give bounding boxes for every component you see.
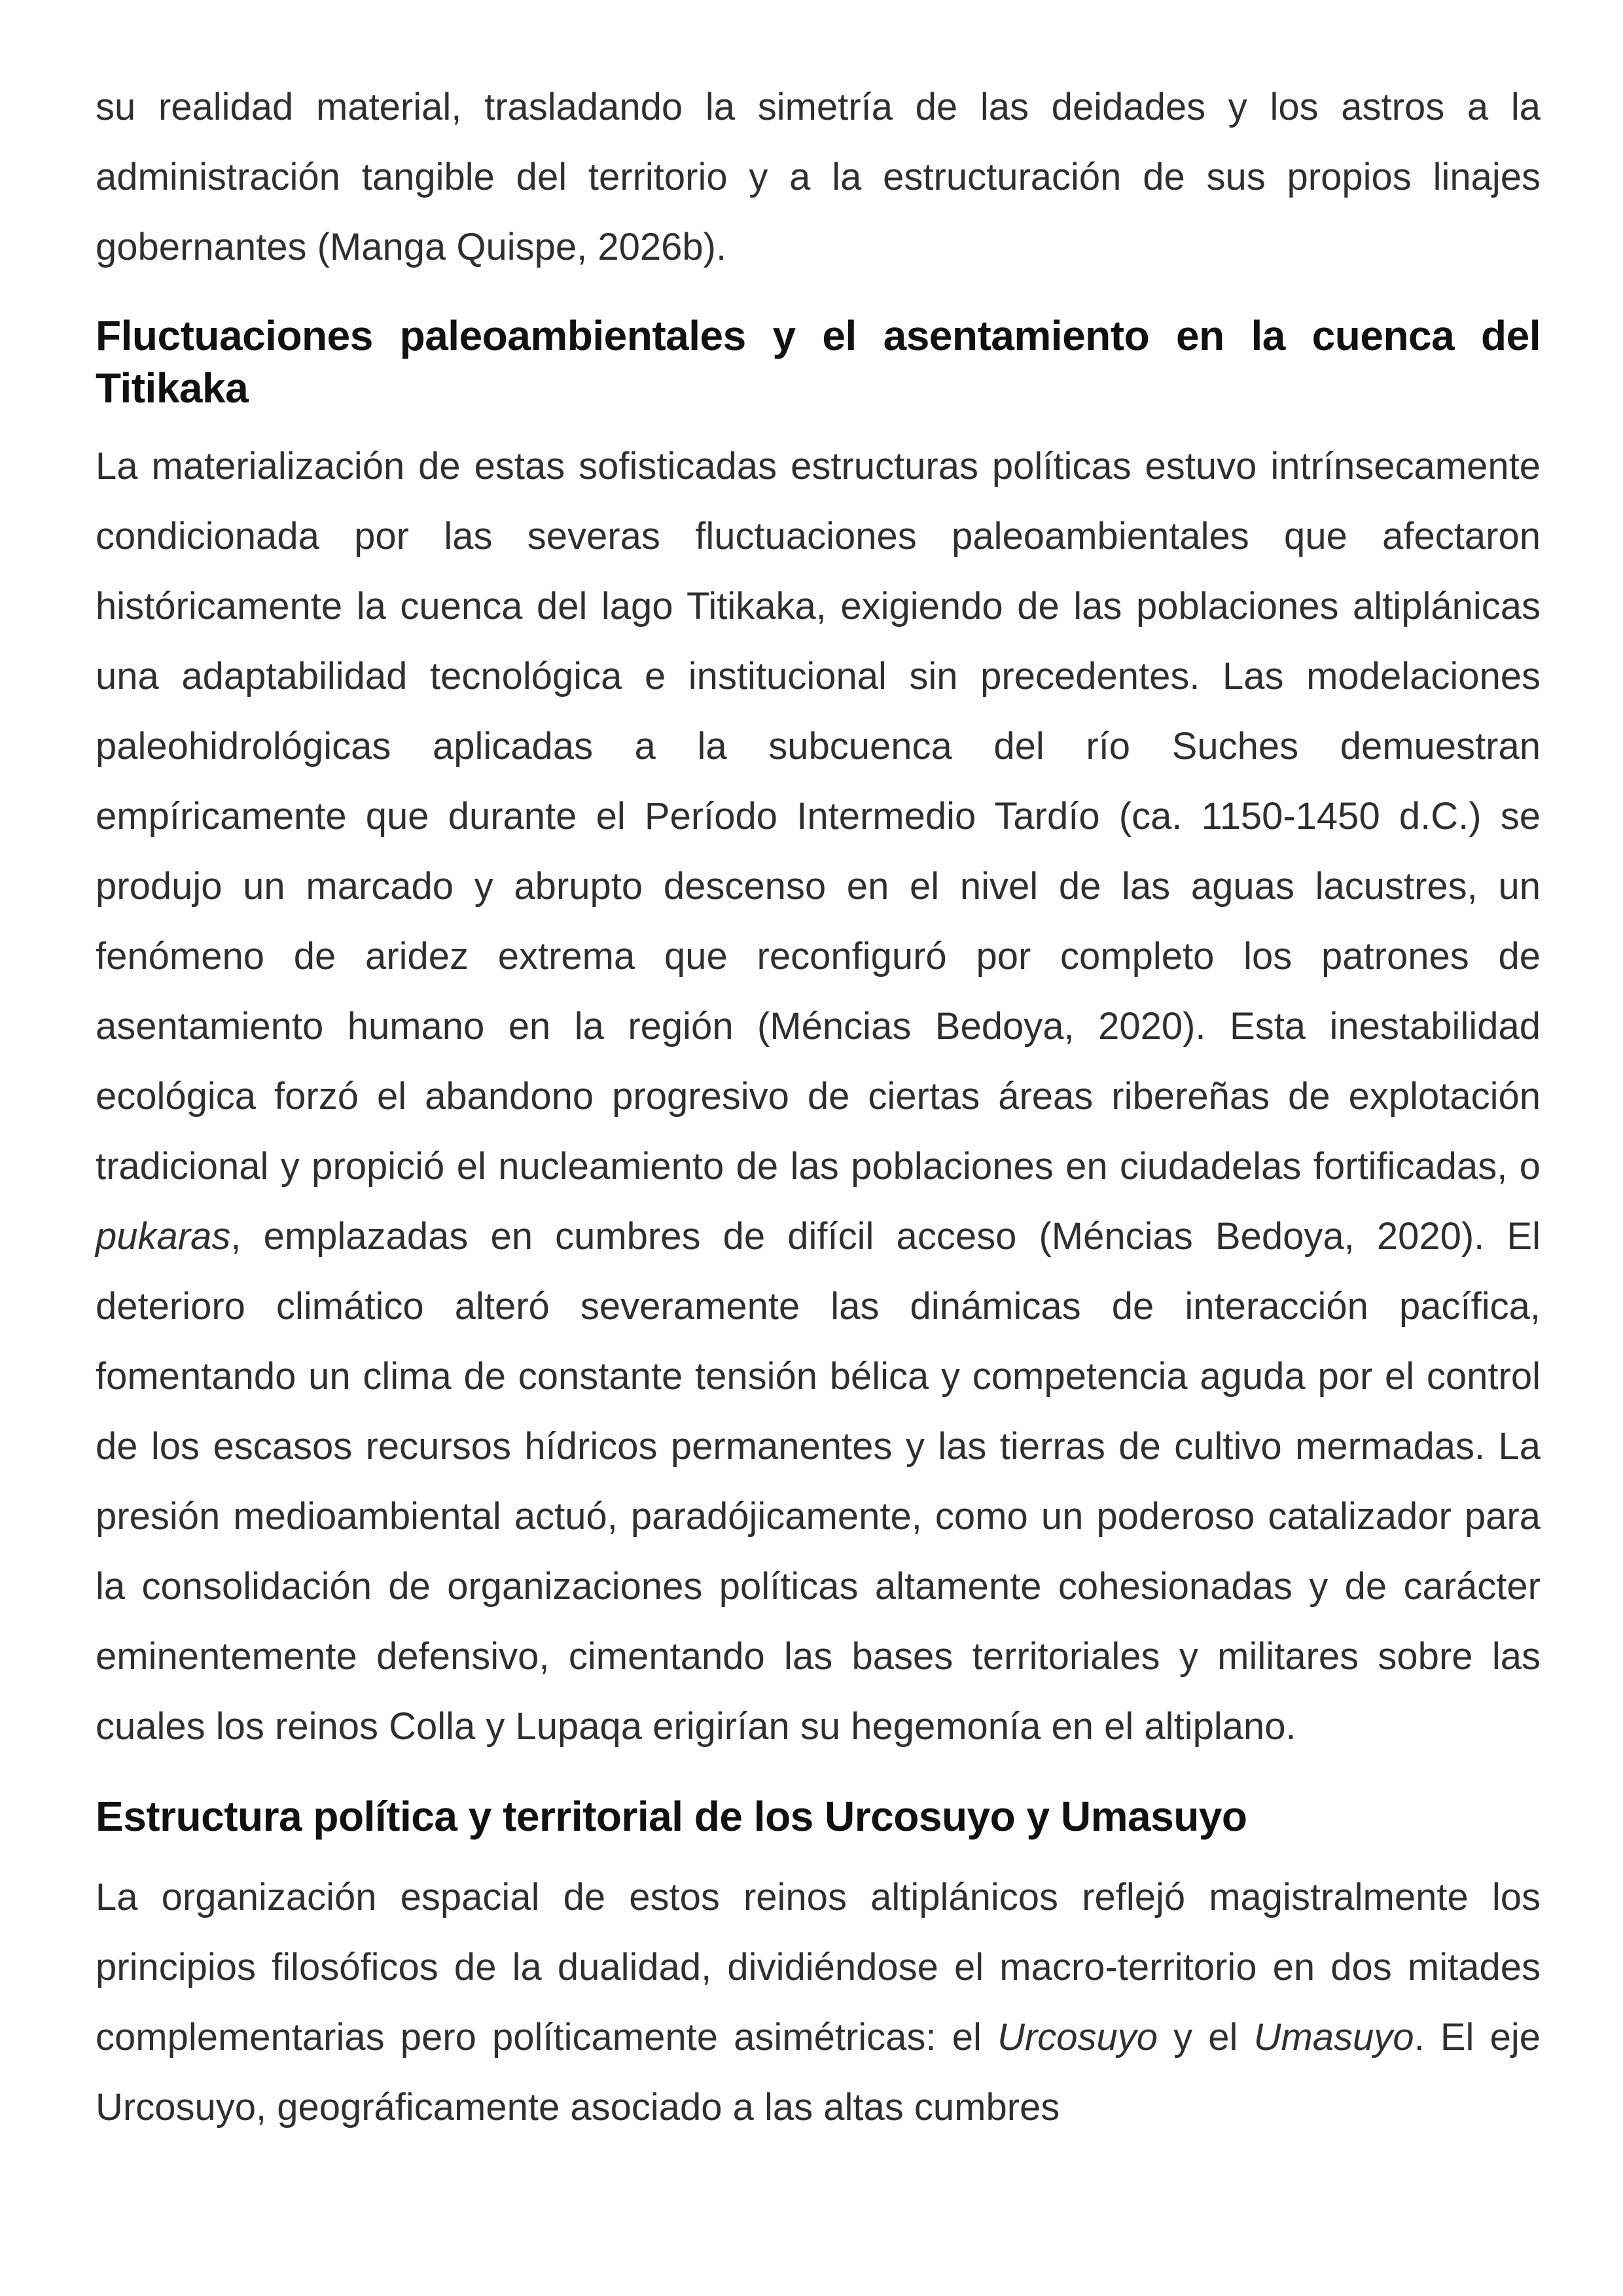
section-heading-paleoenvironment: Fluctuaciones paleoambientales y el asentamiento en la cuenca del Titikaka xyxy=(96,312,1541,412)
paragraph-political-structure xyxy=(96,1862,1541,2142)
italic-term-pukaras: pukaras xyxy=(96,1215,231,1258)
paragraph-text: La organización espacial de estos reinos altiplánicos reflejó magistralmente los principios filosóficos de la dualidad, dividiéndose el macro-territorio en dos mitades complementarias pero políticamente asimétricas: el xyxy=(96,1876,1541,2058)
document-page xyxy=(96,72,1541,2142)
paragraph-text: y el xyxy=(1157,2016,1254,2058)
paragraph-text: La materialización de estas sofisticadas estructuras políticas estuvo intrínsecamente condicionada por las severas fluctuaciones paleoambientales que afectaron históricamente la cuenca del lago Titikaka, exigiendo de las poblaciones altiplánicas una adaptabilidad tecnológica e institucional sin precedentes. Las modelaciones paleohidrológicas aplicadas a la subcuenca del río Suches demuestran empíricamente que durante el Período Intermedio Tardío (ca. 1150-1450 d.C.) se produjo un marcado y abrupto descenso en el nivel de las aguas lacustres, un fenómeno de aridez extrema que reconfiguró por completo los patrones de asentamiento humano en la región (Méncias Bedoya, 2020). Esta inestabilidad ecológica forzó el abandono progresivo de ciertas áreas ribereñas de explotación tradicional y propició el nucleamiento de las poblaciones en ciudadelas fortificadas, o xyxy=(96,445,1541,1188)
paragraph-intro-continued: su realidad material, trasladando la simetría de las deidades y los astros a la administración tangible del territorio y a la estructuración de sus propios linajes gobernantes (Manga Quispe, 2026b). xyxy=(96,86,1541,268)
paragraph-text: , emplazadas en cumbres de difícil acceso (Méncias Bedoya, 2020). El deterioro climático alteró severamente las dinámicas de interacción pacífica, fomentando un clima de constante tensión bélica y competencia aguda por el control de los escasos recursos hídricos permanentes y las tierras de cultivo mermadas. La presión medioambiental actuó, paradójicamente, como un poderoso catalizador para la consolidación de organizaciones políticas altamente cohesionadas y de carácter eminentemente defensivo, cimentando las bases territoriales y militares sobre las cuales los reinos Colla y Lupaqa erigirían su hegemonía en el altiplano. xyxy=(96,1215,1541,1748)
section-heading-political-structure: Estructura política y territorial de los Urcosuyo y Umasuyo xyxy=(96,1793,1247,1840)
paragraph-text: . El eje Urcosuyo, geográficamente asociado a las altas cumbres xyxy=(96,2016,1541,2128)
italic-term-urcosuyo: Urcosuyo xyxy=(997,2016,1158,2058)
italic-term-umasuyo: Umasuyo xyxy=(1253,2016,1414,2058)
paragraph-paleoenvironment xyxy=(96,431,1541,1761)
